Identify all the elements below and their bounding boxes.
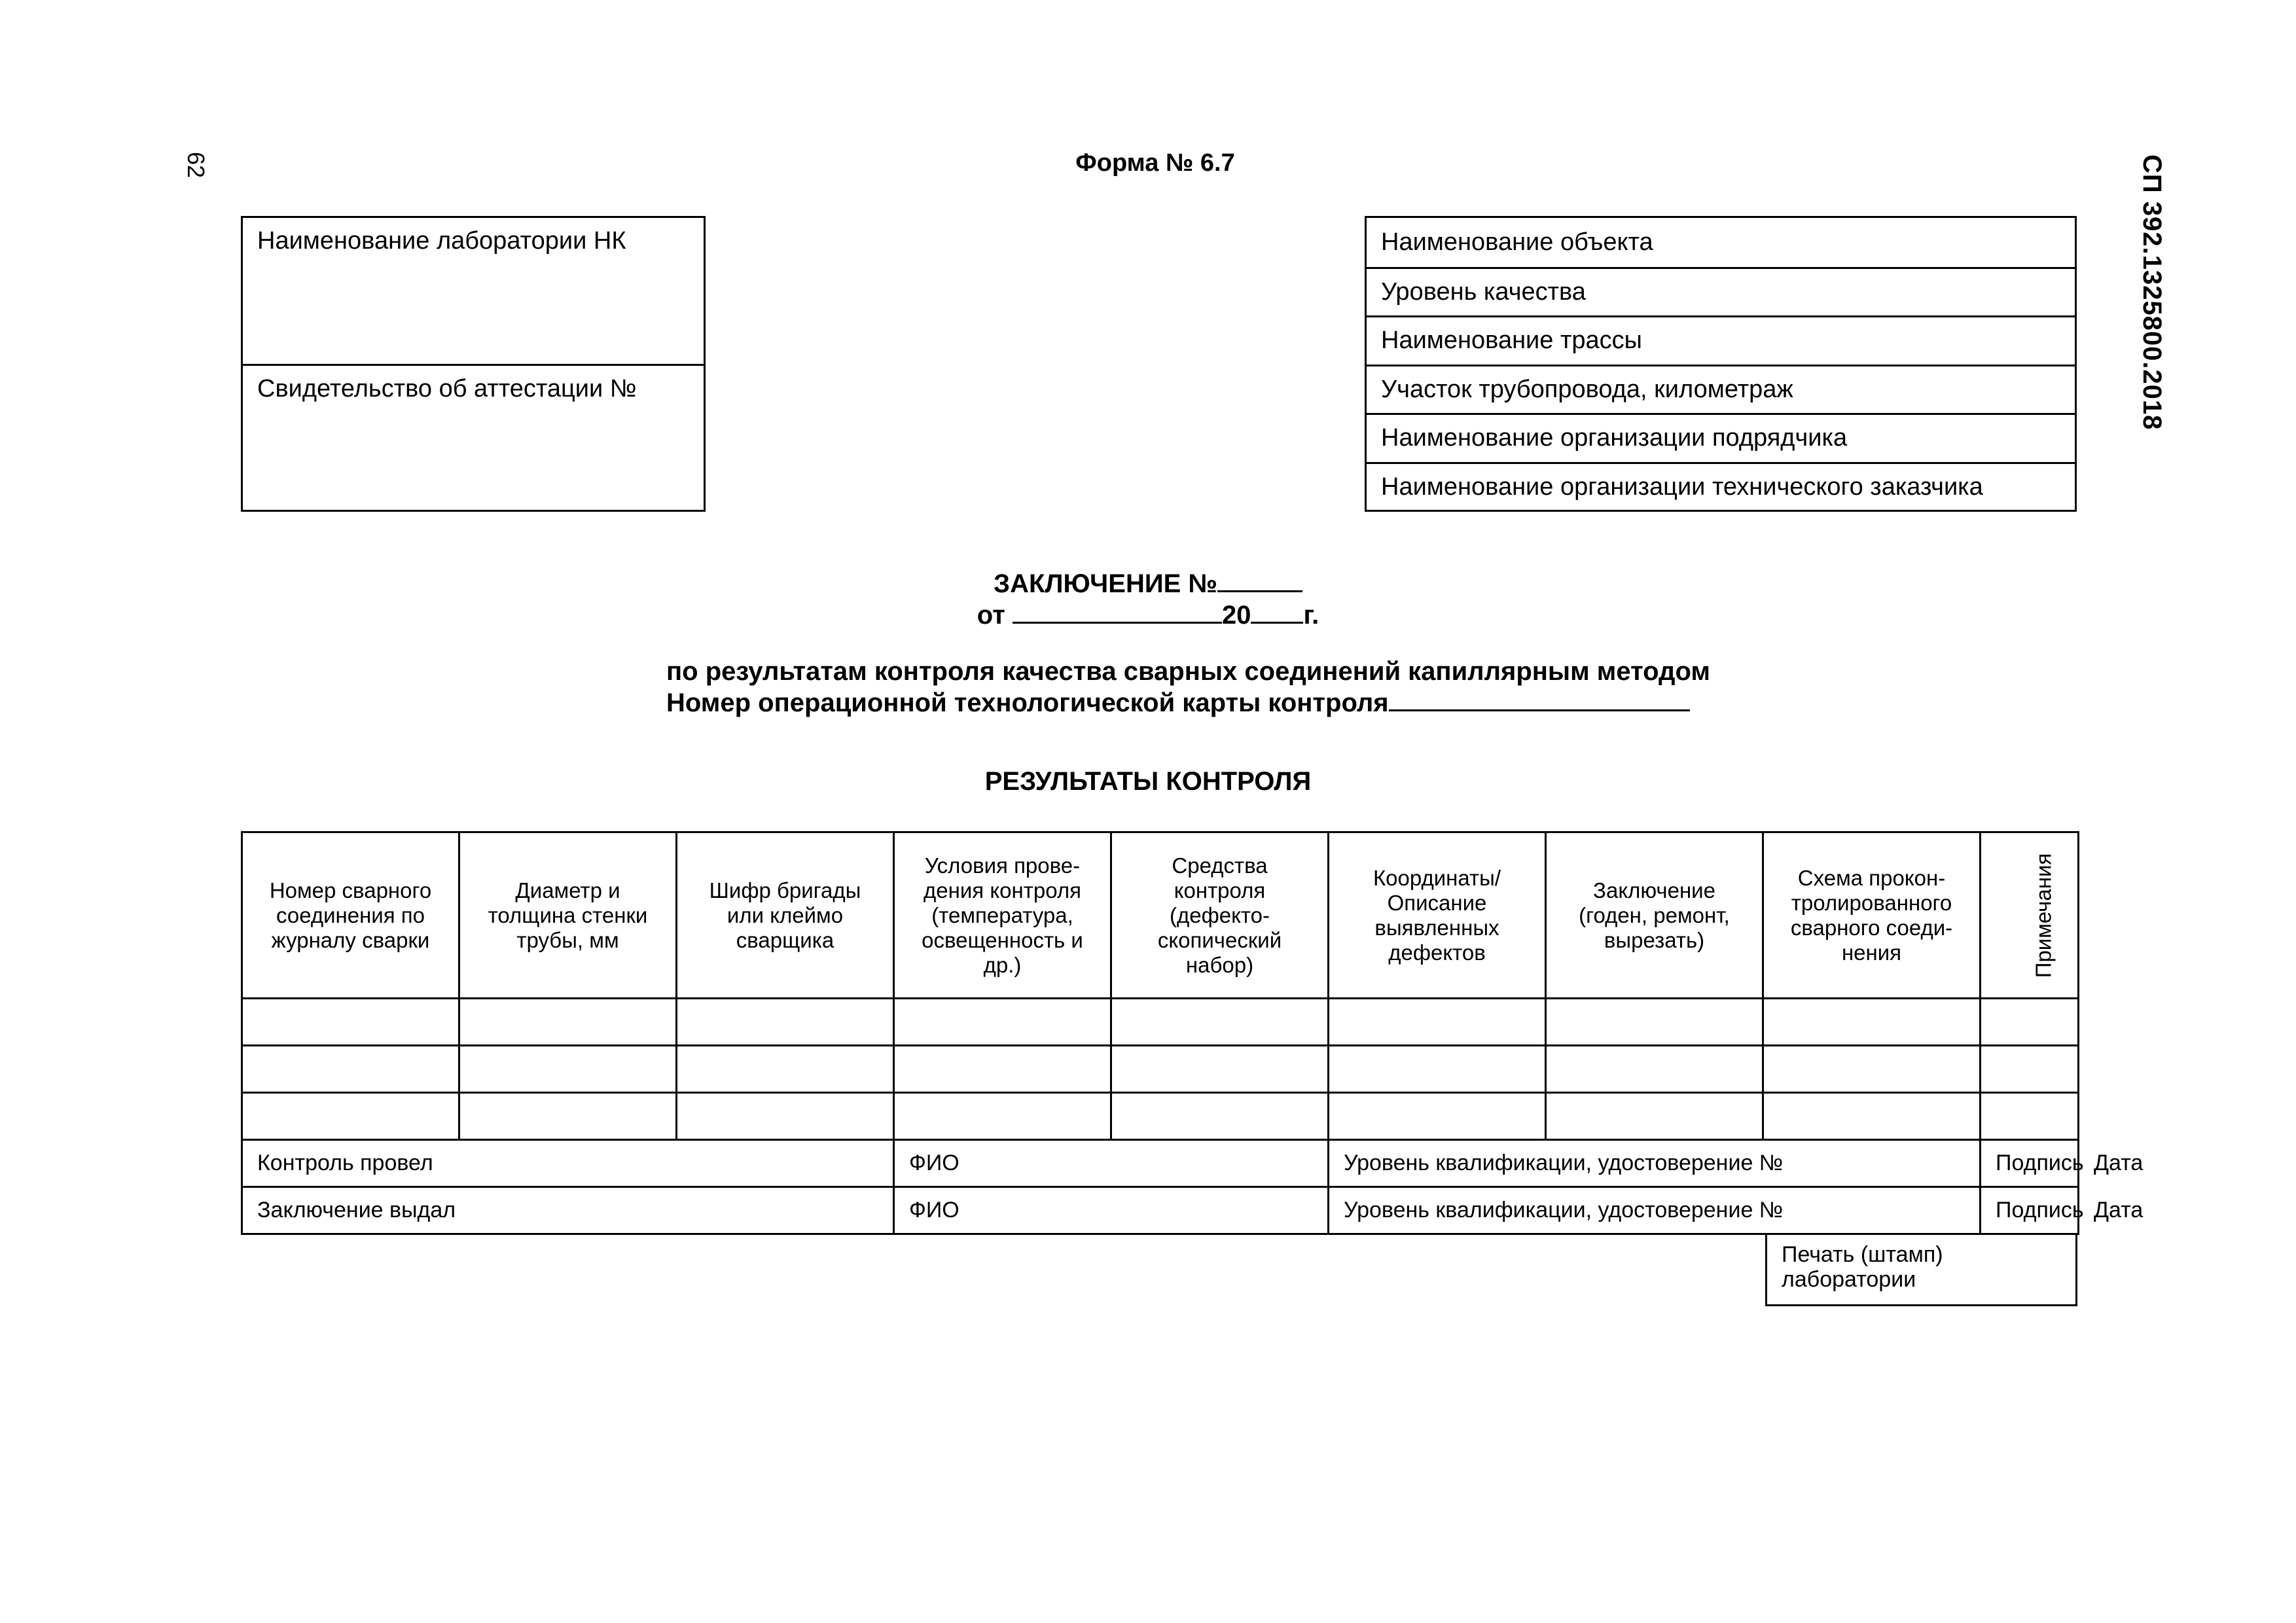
table-cell[interactable] [677, 1046, 894, 1093]
table-row [242, 1093, 2079, 1140]
issuer-qualification[interactable] [1329, 1187, 1981, 1234]
form-title: Форма № 6.7 [1075, 149, 1235, 177]
subtitle-block [666, 656, 1710, 719]
table-header-row [242, 832, 2079, 999]
pipeline-section-field[interactable] [1367, 365, 2075, 414]
table-cell[interactable] [1329, 1046, 1546, 1093]
table-cell[interactable] [1546, 1046, 1763, 1093]
inspector-qualification-label: Уровень квалификации, удостоверение № [1344, 1150, 1784, 1175]
table-cell[interactable] [242, 999, 459, 1046]
table-cell[interactable] [1546, 1093, 1763, 1140]
date-prefix: от [977, 601, 1005, 630]
issuer-label: Заключение выдал [242, 1187, 677, 1234]
footer-row-issuer [242, 1187, 2079, 1234]
inspector-signature[interactable] [1981, 1140, 2084, 1187]
issuer-label-pad [677, 1187, 894, 1234]
object-name-label: Наименование объекта [1381, 228, 1653, 256]
header-diameter: Диаметр и толщина стенки трубы, мм [459, 832, 677, 999]
header-brigade-code: Шифр бригады или клеймо сварщика [677, 832, 894, 999]
lab-name-label: Наименование лаборатории НК [257, 227, 626, 255]
table-cell[interactable] [1981, 999, 2079, 1046]
pipeline-section-label: Участок трубопровода, километраж [1381, 375, 1793, 403]
table-cell[interactable] [242, 1046, 459, 1093]
table-cell[interactable] [1111, 1046, 1329, 1093]
route-name-field[interactable] [1367, 315, 2075, 365]
subtitle-line2-wrap [666, 687, 1710, 719]
table-row [242, 1046, 2079, 1093]
header-notes-cell [1981, 832, 2079, 999]
inspector-fio-label: ФИО [909, 1150, 960, 1175]
quality-level-field[interactable] [1367, 267, 2075, 316]
header-weld-number: Номер сварного соединения по журналу сварки [242, 832, 459, 999]
header-conclusion: Заключение (годен, ремонт, вырезать) [1546, 832, 1763, 999]
laboratory-box [241, 216, 706, 512]
stamp-label: Печать (штамп) лаборатории [1782, 1242, 1943, 1292]
certificate-label: Свидетельство об аттестации № [257, 375, 637, 402]
table-cell[interactable] [459, 1093, 677, 1140]
subtitle-line2: Номер операционной технологической карты контроля [666, 688, 1389, 717]
inspector-date-label: Дата [2094, 1150, 2144, 1175]
object-name-field[interactable] [1367, 218, 2075, 267]
table-cell[interactable] [1111, 1093, 1329, 1140]
table-cell[interactable] [459, 1046, 677, 1093]
table-cell[interactable] [894, 1046, 1111, 1093]
issuer-date-label: Дата [2094, 1198, 2144, 1222]
contractor-label: Наименование организации подрядчика [1381, 424, 1848, 452]
inspector-signature-label: Подпись [1996, 1150, 2084, 1175]
conclusion-date-line [0, 599, 2296, 630]
table-cell[interactable] [1763, 1046, 1981, 1093]
table-cell[interactable] [894, 1093, 1111, 1140]
lab-name-field[interactable] [243, 218, 704, 364]
footer-row-inspector [242, 1140, 2079, 1187]
issuer-fio-label: ФИО [909, 1198, 960, 1222]
issuer-fio[interactable] [894, 1187, 1329, 1234]
certificate-field[interactable] [243, 364, 704, 510]
subtitle-line1: по результатам контроля качества сварных соединений капиллярным методом [666, 657, 1710, 686]
inspector-label: Контроль провел [242, 1140, 677, 1187]
header-notes: Примечания [2031, 853, 2056, 978]
header-conditions: Условия прове-дения контроля (температура, освещенность и др.) [894, 832, 1111, 999]
date-blank[interactable] [1013, 599, 1222, 624]
quality-level-label: Уровень качества [1381, 277, 1586, 306]
table-row [242, 999, 2079, 1046]
header-means: Средства контроля (дефекто-скопический набор) [1111, 832, 1329, 999]
table-cell[interactable] [1329, 999, 1546, 1046]
table-cell[interactable] [1546, 999, 1763, 1046]
results-table [241, 831, 2144, 1235]
year-prefix: 20 [1221, 601, 1251, 630]
inspector-qualification[interactable] [1329, 1140, 1981, 1187]
customer-field[interactable] [1367, 462, 2075, 511]
header-scheme: Схема прокон-тролированного сварного соеди-нения [1763, 832, 1981, 999]
year-suffix: г. [1303, 601, 1319, 630]
object-info-box [1365, 216, 2077, 512]
document-code: СП 392.1325800.2018 [2138, 154, 2166, 431]
route-name-label: Наименование трассы [1381, 327, 1642, 355]
inspector-fio[interactable] [894, 1140, 1329, 1187]
conclusion-title: ЗАКЛЮЧЕНИЕ № [994, 569, 1217, 598]
table-cell[interactable] [1329, 1093, 1546, 1140]
table-cell[interactable] [1763, 1093, 1981, 1140]
table-cell[interactable] [1763, 999, 1981, 1046]
table-cell[interactable] [894, 999, 1111, 1046]
contractor-field[interactable] [1367, 413, 2075, 462]
issuer-qualification-label: Уровень квалификации, удостоверение № [1344, 1198, 1784, 1222]
inspector-label-pad [677, 1140, 894, 1187]
customer-label: Наименование организации технического заказчика [1381, 473, 1983, 501]
results-title: РЕЗУЛЬТАТЫ КОНТРОЛЯ [984, 767, 1312, 796]
table-cell[interactable] [677, 1093, 894, 1140]
tech-card-blank[interactable] [1389, 687, 1690, 711]
table-cell[interactable] [1111, 999, 1329, 1046]
table-cell[interactable] [1981, 1093, 2079, 1140]
header-coordinates: Координаты/ Описание выявленных дефектов [1329, 832, 1546, 999]
conclusion-title-line [0, 568, 2296, 599]
issuer-signature-label: Подпись [1996, 1198, 2084, 1222]
year-blank[interactable] [1251, 599, 1303, 624]
conclusion-number-blank[interactable] [1217, 568, 1302, 592]
table-cell[interactable] [1981, 1046, 2079, 1093]
stamp-box[interactable] [1765, 1233, 2077, 1306]
page-number: 62 [183, 152, 209, 179]
issuer-signature[interactable] [1981, 1187, 2084, 1234]
table-cell[interactable] [459, 999, 677, 1046]
table-cell[interactable] [242, 1093, 459, 1140]
table-cell[interactable] [677, 999, 894, 1046]
